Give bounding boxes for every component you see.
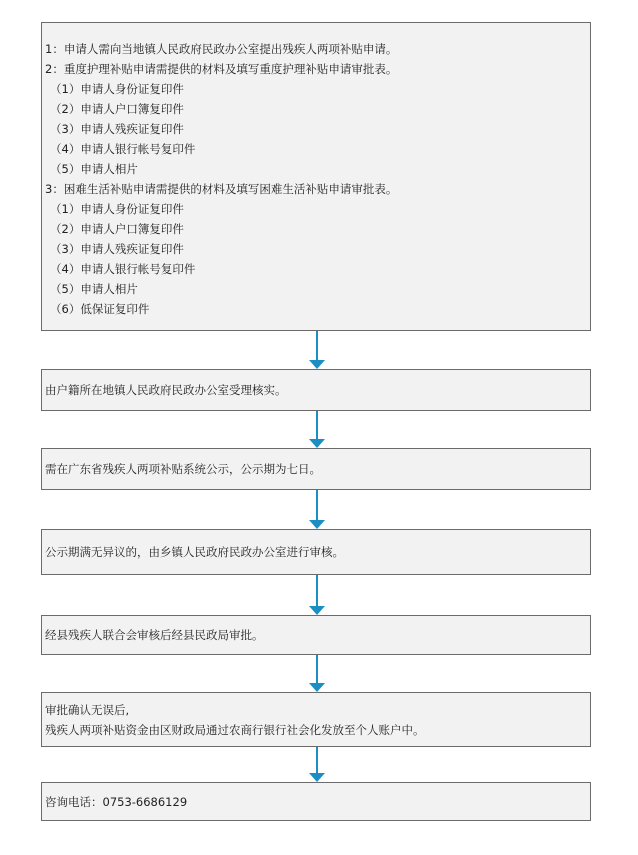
- step-1-line: （1）申请人身份证复印件: [50, 82, 184, 96]
- step-1-line: 2：重度护理补贴申请需提供的材料及填写重度护理补贴申请审批表。: [45, 62, 398, 76]
- flow-arrow-down-icon: [309, 575, 325, 615]
- contact-phone-text: 咨询电话：0753-6686129: [45, 794, 188, 809]
- step-2-verification-box: [41, 369, 591, 411]
- step-2-text: 由户籍所在地镇人民政府民政办公室受理核实。: [45, 383, 287, 397]
- step-4-review-box: [41, 529, 591, 575]
- flow-arrow-down-icon: [309, 490, 325, 529]
- step-4-text: 公示期满无异议的，由乡镇人民政府民政办公室进行审核。: [45, 545, 344, 559]
- step-1-line: （4）申请人银行帐号复印件: [50, 262, 196, 276]
- step-5-approval-box: [41, 615, 591, 655]
- step-1-line: （1）申请人身份证复印件: [50, 202, 184, 216]
- step-1-line: （3）申请人残疾证复印件: [50, 242, 184, 256]
- step-5-text: 经县残疾人联合会审核后经县民政局审批。: [45, 628, 264, 642]
- step-1-line: 1：申请人需向当地镇人民政府民政办公室提出残疾人两项补贴申请。: [45, 42, 398, 56]
- step-6-line: 审批确认无误后,: [45, 702, 130, 717]
- step-6-payment-box: [41, 692, 591, 747]
- step-3-text: 需在广东省残疾人两项补贴系统公示，公示期为七日。: [45, 462, 321, 476]
- flow-arrow-down-icon: [309, 411, 325, 448]
- step-1-line: （5）申请人相片: [50, 282, 138, 296]
- step-3-publicity-box: [41, 448, 591, 490]
- step-1-line: （4）申请人银行帐号复印件: [50, 142, 196, 156]
- step-1-line: （3）申请人残疾证复印件: [50, 122, 184, 136]
- step-6-line: 残疾人两项补贴资金由区财政局通过农商行银行社会化发放至个人账户中。: [45, 722, 425, 737]
- step-1-line: 3：困难生活补贴申请需提供的材料及填写困难生活补贴申请审批表。: [45, 182, 398, 196]
- step-1-line: （5）申请人相片: [50, 162, 138, 176]
- step-7-contact-box: [41, 782, 591, 821]
- step-1-line: （6）低保证复印件: [50, 302, 150, 316]
- step-1-line: （2）申请人户口簿复印件: [50, 222, 184, 236]
- step-1-line: （2）申请人户口簿复印件: [50, 102, 184, 116]
- step-1-application-box: [41, 22, 591, 331]
- flow-arrow-down-icon: [309, 331, 325, 369]
- flow-arrow-down-icon: [309, 747, 325, 782]
- flow-arrow-down-icon: [309, 655, 325, 692]
